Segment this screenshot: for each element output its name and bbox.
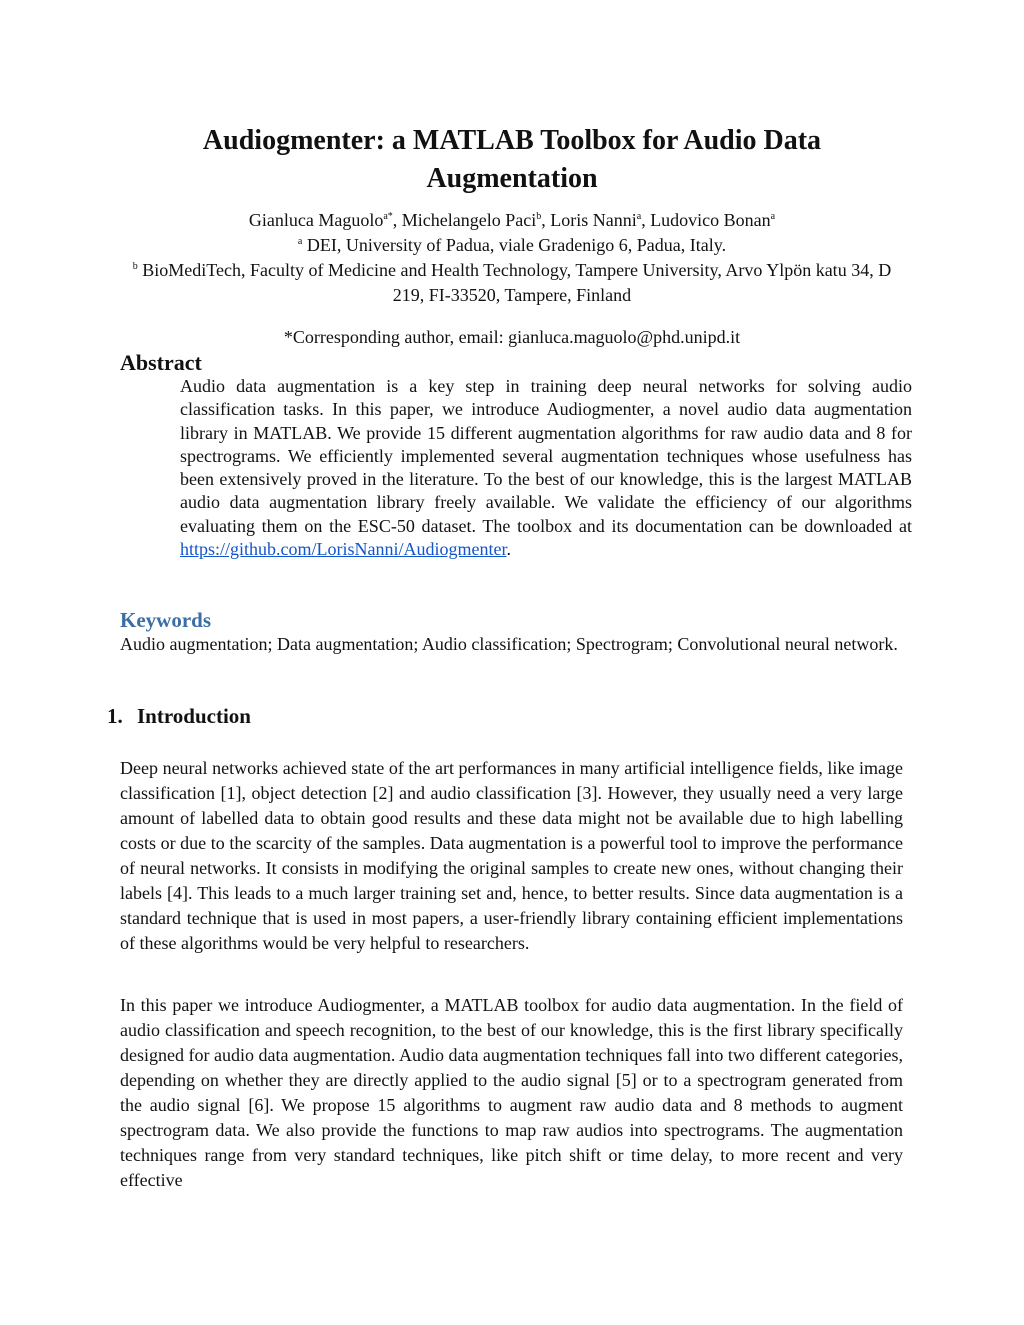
author: Michelangelo Paci$^b$, [401, 210, 551, 230]
author: Gianluca Maguolo$^{a*}$, [248, 210, 402, 230]
github-link[interactable]: https://github.com/LorisNanni/Audiogmenter [180, 539, 507, 560]
author-list [120, 208, 904, 233]
author: Ludovico Bonan$^a$ [650, 210, 776, 230]
intro-paragraph-2: In this paper we introduce Audiogmenter, a MATLAB toolbox for audio data augmentation. In the field of audio classification and speech recognition, to the best of our knowledge, this is the first library specifically designed for audio data augmentation. Audio data augmentation techniques fall into two different categories, depending on whether they are directly applied to the audio signal [5] or to a spectrogram generated from the audio signal [6]. We propose 15 algorithms to augment raw audio data and 8 methods to augment spectrogram data. We also provide the functions to map raw audios into spectrograms. The augmentation techniques range from very standard techniques, like pitch shift or time delay, to more recent and very effective [120, 995, 903, 1190]
author-block [120, 208, 904, 308]
affiliation-a: $^a$ DEI, University of Padua, viale Gradenigo 6, Padua, Italy. [297, 235, 727, 255]
paper-title: Audiogmenter: a MATLAB Toolbox for Audio Data Augmentation [202, 125, 822, 194]
affiliation-b: $^b$ BioMediTech, Faculty of Medicine and Health Technology, Tampere University, Arvo Ylpön katu 34, D 219, FI-33520, Tampere, Finland [132, 260, 892, 305]
keywords-text: Audio augmentation; Data augmentation; Audio classification; Spectrogram; Convolutional neural network. [120, 634, 898, 654]
corresponding-author: *Corresponding author, email: gianluca.maguolo@phd.unipd.it [283, 327, 741, 347]
intro-paragraph-1: Deep neural networks achieved state of the art performances in many artificial intelligence fields, like image classification [1], object detection [2] and audio classification [3]. However, they usually need a very large amount of labelled data to obtain good results and these data might not be available due to high labelling costs or due to the scarcity of the samples. Data augmentation is a powerful tool to improve the performance of neural networks. It consists in modifying the original samples to create new ones, without changing their labels [4]. This leads to a much larger training set and, hence, to better results. Since data augmentation is a standard technique that is used in most papers, a user-friendly library containing efficient implementations of these algorithms would be very helpful to researchers. [120, 758, 903, 953]
abstract-heading: Abstract [120, 350, 202, 375]
abstract-text: Audio data augmentation is a key step in training deep neural networks for solving audio classification tasks. In this paper, we introduce Audiogmenter, a novel audio data augmentation library in MATLAB. We provide 15 different augmentation algorithms for raw audio data and 8 for spectrograms. We efficiently implemented several augmentation techniques whose usefulness has been extensively proved in the literature. To the best of our knowledge, this is the largest MATLAB audio data augmentation library freely available. We validate the efficiency of our algorithms evaluating them on the ESC-50 dataset. The toolbox and its documentation can be downloaded at https://github.com/LorisNanni/Audiogmenter. [180, 376, 912, 560]
section-heading: 1. Introduction [107, 704, 251, 728]
author: Loris Nanni$^a$, [550, 210, 651, 230]
keywords-heading: Keywords [120, 608, 211, 632]
